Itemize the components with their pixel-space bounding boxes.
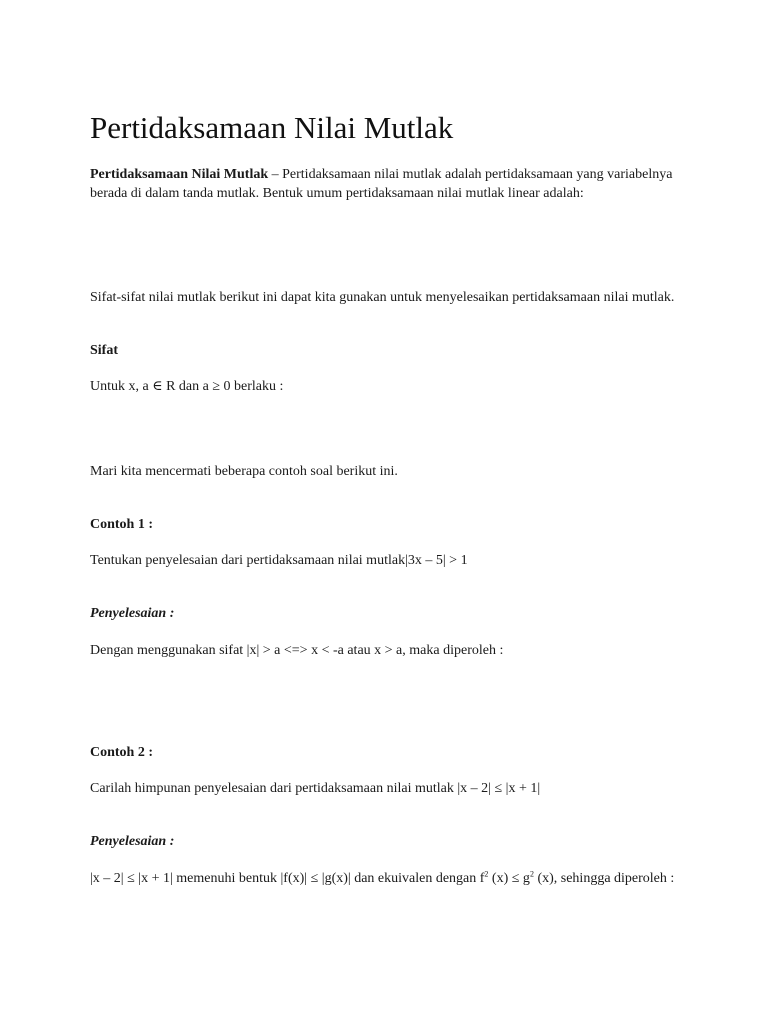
sifat-heading: Sifat <box>90 343 118 358</box>
intro-term: Pertidaksamaan Nilai Mutlak <box>90 167 269 182</box>
properties-intro-paragraph: Sifat-sifat nilai mutlak berikut ini dapat kita gunakan untuk menyelesaikan pertidaksamaan nilai mutlak. <box>90 290 675 305</box>
sifat-condition: Untuk x, a ∈ R dan a ≥ 0 berlaku : <box>90 379 284 394</box>
solution-part-1: |x – 2| ≤ |x + 1| memenuhi bentuk |f(x)| ≤ |g(x)| dan ekuivalen dengan f <box>90 871 485 886</box>
solution-part-2: (x) ≤ g <box>488 871 530 886</box>
example1-solution-text: Dengan menggunakan sifat |x| > a <=> x < -a atau x > a, maka diperoleh : <box>90 643 504 658</box>
example2-question: Carilah himpunan penyelesaian dari pertidaksamaan nilai mutlak |x – 2| ≤ |x + 1| <box>90 781 541 796</box>
superscript-2: 2 <box>484 869 489 879</box>
example2-solution-heading: Penyelesaian : <box>90 834 175 849</box>
solution-part-3: (x), sehingga diperoleh : <box>533 871 675 886</box>
example2-solution-text <box>90 869 674 888</box>
example1-heading: Contoh 1 : <box>90 517 154 532</box>
examples-intro: Mari kita mencermati beberapa contoh soal berikut ini. <box>90 464 398 479</box>
example1-question: Tentukan penyelesaian dari pertidaksamaan nilai mutlak|3x – 5| > 1 <box>90 553 468 568</box>
example1-solution-heading: Penyelesaian : <box>90 606 175 621</box>
intro-paragraph <box>90 165 690 203</box>
intro-text: – Pertidaksamaan nilai mutlak adalah pertidaksamaan yang variabelnya berada di dalam tanda mutlak. Bentuk umum pertidaksamaan nilai mutlak linear adalah: <box>90 167 673 201</box>
superscript-2: 2 <box>529 869 534 879</box>
example2-heading: Contoh 2 : <box>90 745 154 760</box>
page-title: Pertidaksamaan Nilai Mutlak <box>90 110 454 145</box>
